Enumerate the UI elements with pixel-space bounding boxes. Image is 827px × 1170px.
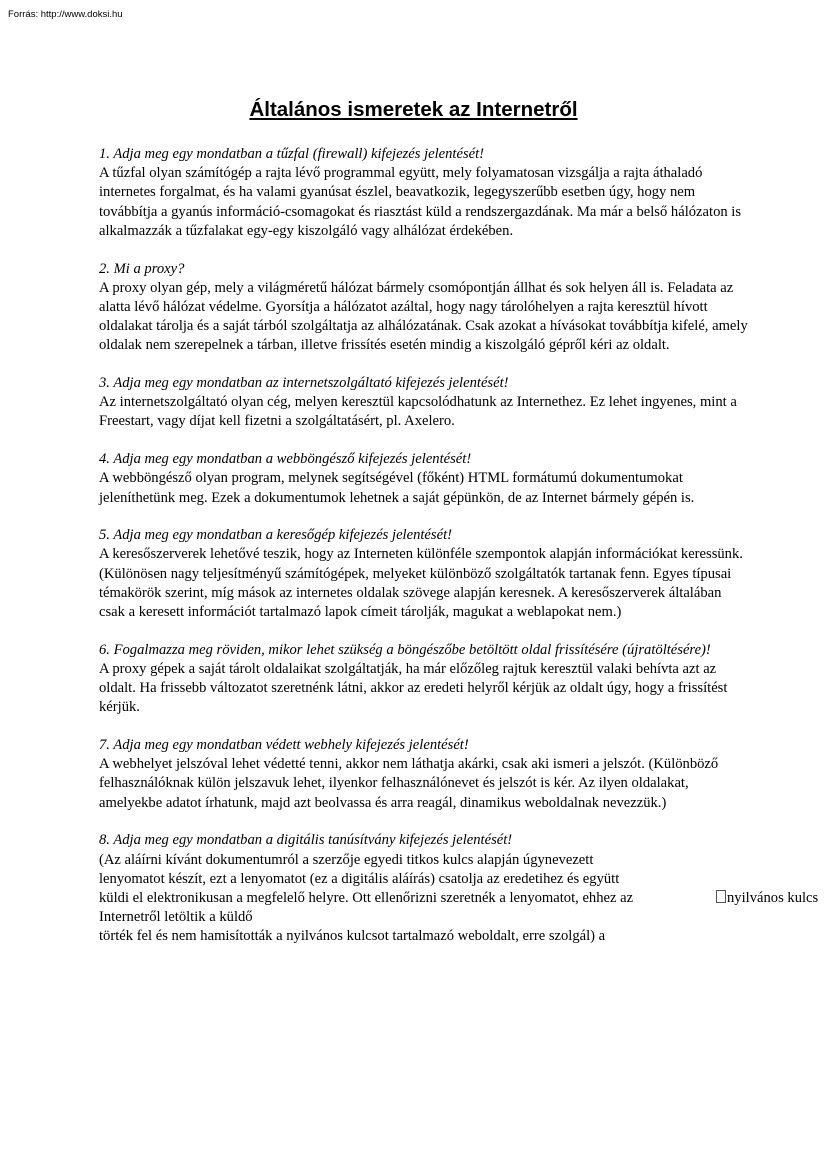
source-note: Forrás: http://www.doksi.hu [8, 9, 123, 20]
answer-3: Az internetszolgáltató olyan cég, melyen keresztül kapcsolódhatunk az Internethez. Ez lehet ingyenes, mint a Freestart, vagy díjat kell fizetni a szolgáltatásért, pl. Axelero. [99, 394, 737, 430]
fragment-text: nyilvános kulcs [727, 889, 819, 906]
answer-2: A proxy olyan gép, mely a világméretű hálózat bármely csomópontján állhat és sok helyen áll is. Feladata az alatta lévő hálózat védelme. Gyorsítja a hálózatot azáltal, hogy nagy tárolóhelyen a rajta keresztül hívott oldalakat tárolja és a saját tárból szolgáltatja az alhálózatának. Csak azokat a hívásokat továbbítja kifelé, amely oldalak nem szerepelnek a tárban, illetve frissítés esetén mindig a kiszolgáló gépről kéri az oldalt. [99, 279, 748, 354]
answer-5: A keresőszerverek lehetővé teszik, hogy az Interneten különféle szempontok alapján információkat keressünk. (Különösen nagy teljesítményű számítógépek, melyeket különböző szolgáltatók tartanak fenn. Egyes típusai témakörök szerint, míg mások az internetes oldalak szövege alapján keresnek. A keresőszerverek általában csak a keresett információt tartalmazó lapok címeit tárolják, magukat a weblapokat nem.) [99, 546, 743, 621]
question-7: 7. Adja meg egy mondatban védett webhely kifejezés jelentését! [99, 737, 469, 754]
answer-1: A tűzfal olyan számítógép a rajta lévő programmal együtt, mely folyamatosan vizsgálja a rajta áthaladó internetes forgalmat, és ha valami gyanúsat észlel, beavatkozik, legegyszerűbb esetben úgy, hogy nem továbbítja a gyanús információ-csomagokat és riasztást küld a rendszergazdának. Ma már a belső hálózaton is alkalmazzák a tűzfalakat egy-egy kiszolgáló vagy alhálózat érdekében. [99, 165, 742, 239]
page-title: Általános ismeretek az Internetről [249, 98, 578, 121]
answer-8 [99, 851, 819, 947]
missing-glyph-icon [716, 890, 726, 903]
answer-8-line: Internetről letöltik a küldő [99, 909, 253, 926]
question-5: 5. Adja meg egy mondatban a keresőgép kifejezés jelentését! [99, 527, 452, 544]
answer-7: A webhelyet jelszóval lehet védetté tenni, akkor nem láthatja akárki, csak aki ismeri a jelszót. (Különböző felhasználóknak külön jelszavuk lehet, ilyenkor felhasználónevet és jelszót is kér. Az ilyen oldalakat, amelyekbe adatot írhatunk, majd azt beolvassa és arra reagál, dinamikus weboldalnak nevezzük.) [99, 756, 719, 811]
qa-section-2 [99, 260, 749, 356]
question-2: 2. Mi a proxy? [99, 260, 185, 277]
question-4: 4. Adja meg egy mondatban a webböngésző kifejezés jelentését! [99, 451, 472, 468]
overflow-text-fragment [716, 889, 818, 908]
document-body [99, 145, 819, 965]
answer-8-line: törték fel és nem hamisították a nyilvános kulcsot tartalmazó weboldalt, erre szolgál) a [99, 928, 606, 945]
qa-section-6 [99, 641, 749, 718]
answer-6: A proxy gépek a saját tárolt oldalaikat szolgáltatják, ha már előzőleg rajtuk keresztül valaki behívta azt az oldalt. Ha frissebb változatot szeretnénk látni, akkor az eredeti helyről kérjük az oldalt úgy, hogy a frissítést kérjük. [99, 660, 728, 716]
question-8: 8. Adja meg egy mondatban a digitális tanúsítvány kifejezés jelentését! [99, 832, 513, 849]
qa-section-7 [99, 736, 749, 813]
answer-8-line: lenyomatot készít, ezt a lenyomatot (ez a digitális aláírás) csatolja az eredetihez és együtt [99, 870, 620, 887]
question-6: 6. Fogalmazza meg röviden, mikor lehet szükség a böngészőbe betöltött oldal frissítésére (újratöltésére)! [99, 641, 711, 658]
question-1: 1. Adja meg egy mondatban a tűzfal (firewall) kifejezés jelentését! [99, 146, 485, 162]
qa-section-8 [99, 831, 819, 946]
qa-section-3 [99, 374, 749, 432]
answer-8-line: (Az aláírni kívánt dokumentumról a szerzője egyedi titkos kulcs alapján úgynevezett [99, 851, 594, 868]
qa-section-4 [99, 450, 749, 508]
qa-section-1 [99, 145, 749, 241]
answer-4: A webböngésző olyan program, melynek segítségével (főként) HTML formátumú dokumentumokat jeleníthetünk meg. Ezek a dokumentumok lehetnek a saját gépünkön, de az Internet bármely gépén is. [99, 470, 695, 506]
answer-8-line: küldi el elektronikusan a megfelelő helyre. Ott ellenőrizni szeretnék a lenyomatot, ehhez az [99, 890, 634, 906]
qa-section-5 [99, 526, 749, 622]
question-3: 3. Adja meg egy mondatban az internetszolgáltató kifejezés jelentését! [99, 375, 509, 392]
